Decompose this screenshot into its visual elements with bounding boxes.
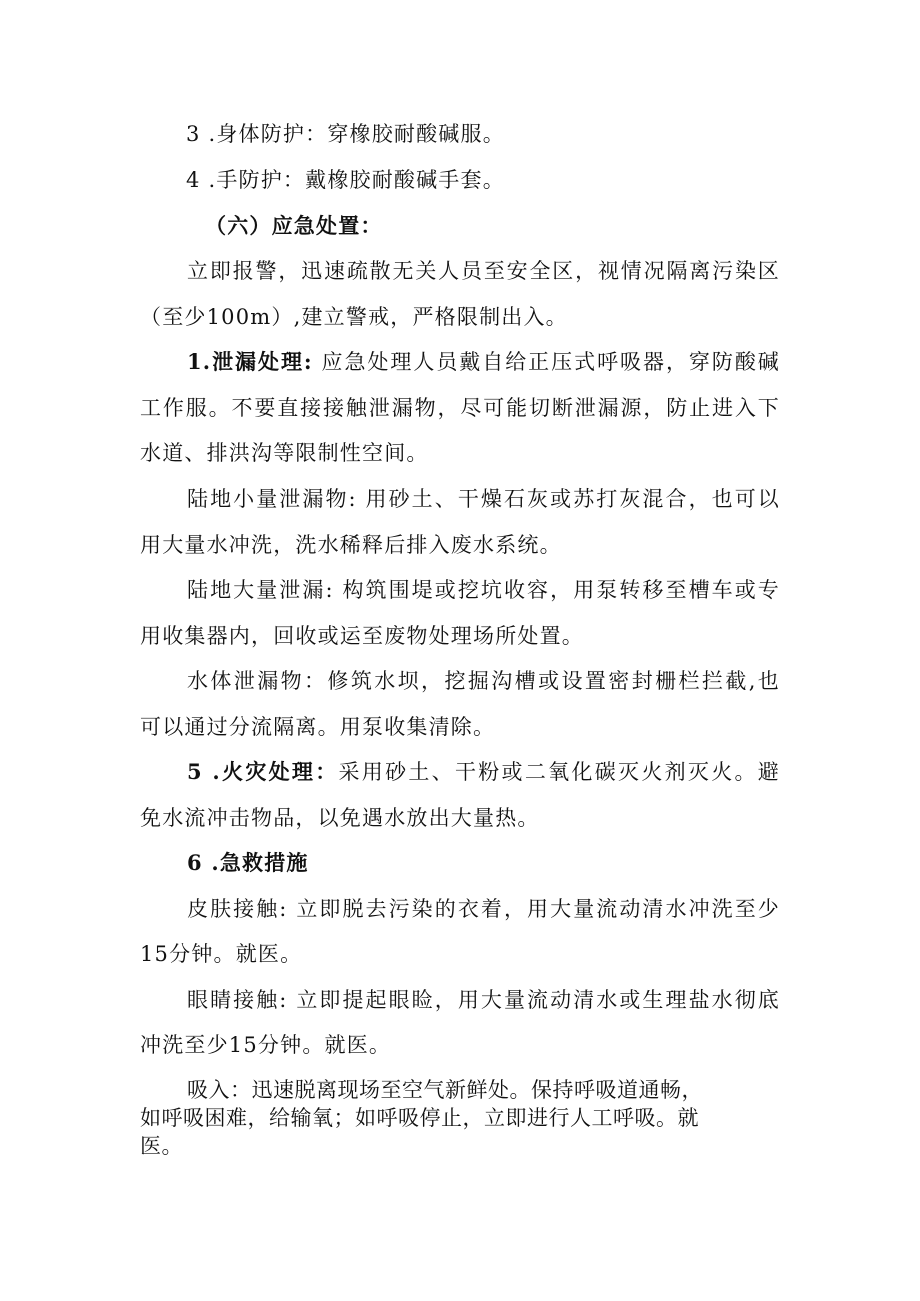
intro-line-1: 立即报警，迅速疏散无关人员至安全区，视情况隔离污染区 <box>187 259 780 283</box>
item-3 <box>186 119 746 149</box>
fire-line-1 <box>187 757 780 787</box>
item-3-number: 3 <box>186 122 201 146</box>
intro-line-2: （至少100m）,建立警戒，严格限制出入。 <box>140 305 568 329</box>
item-3-text: .身体防护：穿橡胶耐酸碱服。 <box>200 122 505 146</box>
skin-line-1: 皮肤接触: 立即脱去污染的衣着，用大量流动清水冲洗至少 <box>187 897 780 921</box>
first-aid-title: 6 .急救措施 <box>187 850 309 875</box>
inhale-line-3: 医。 <box>140 1134 183 1158</box>
small-land-line-2: 用大量水冲洗，洗水稀释后排入废水系统。 <box>140 533 562 557</box>
item-4 <box>186 165 746 195</box>
large-land-line-2: 用收集器内，回收或运至废物处理场所处置。 <box>140 624 584 648</box>
fire-line-2: 免水流冲击物品，以免遇水放出大量热。 <box>140 806 540 830</box>
fire-heading: 5 .火灾处理： <box>187 759 339 784</box>
inhale-line-1: 吸入：迅速脱离现场至空气新鲜处。保持呼吸道通畅， <box>187 1078 703 1102</box>
section-title: （六）应急处置： <box>205 213 383 238</box>
leak-line-1 <box>187 347 780 377</box>
small-land-line-1: 陆地小量泄漏物: 用砂土、干燥石灰或苏打灰混合，也可以 <box>187 487 780 511</box>
leak-line-3: 水道、排洪沟等限制性空间。 <box>140 441 429 465</box>
item-4-text: .手防护：戴橡胶耐酸碱手套。 <box>200 168 505 192</box>
leak-line-2: 工作服。不要直接接触泄漏物，尽可能切断泄漏源，防止进入下 <box>140 396 780 420</box>
water-line-2: 可以通过分流隔离。用泵收集清除。 <box>140 715 496 739</box>
eye-line-1: 眼睛接触: 立即提起眼睑，用大量流动清水或生理盐水彻底 <box>187 988 780 1012</box>
item-4-number: 4 <box>186 168 201 192</box>
skin-line-2: 15分钟。就医。 <box>140 942 303 966</box>
leak-line-1-text: 应急处理人员戴自给正压式呼吸器，穿防酸碱 <box>312 350 781 374</box>
eye-line-2: 冲洗至少15分钟。就医。 <box>140 1033 392 1057</box>
large-land-line-1: 陆地大量泄漏: 构筑围堤或挖坑收容，用泵转移至槽车或专 <box>187 578 780 602</box>
fire-line-1-text: 采用砂土、干粉或二氧化碳灭火剂灭火。避 <box>338 760 780 784</box>
inhale-line-2: 如呼吸困难，给输氧；如呼吸停止，立即进行人工呼吸。就 <box>140 1106 699 1130</box>
water-line-1: 水体泄漏物：修筑水坝，挖掘沟槽或设置密封栅栏拦截,也 <box>187 669 780 693</box>
leak-heading: 1.泄漏处理: <box>187 349 313 374</box>
